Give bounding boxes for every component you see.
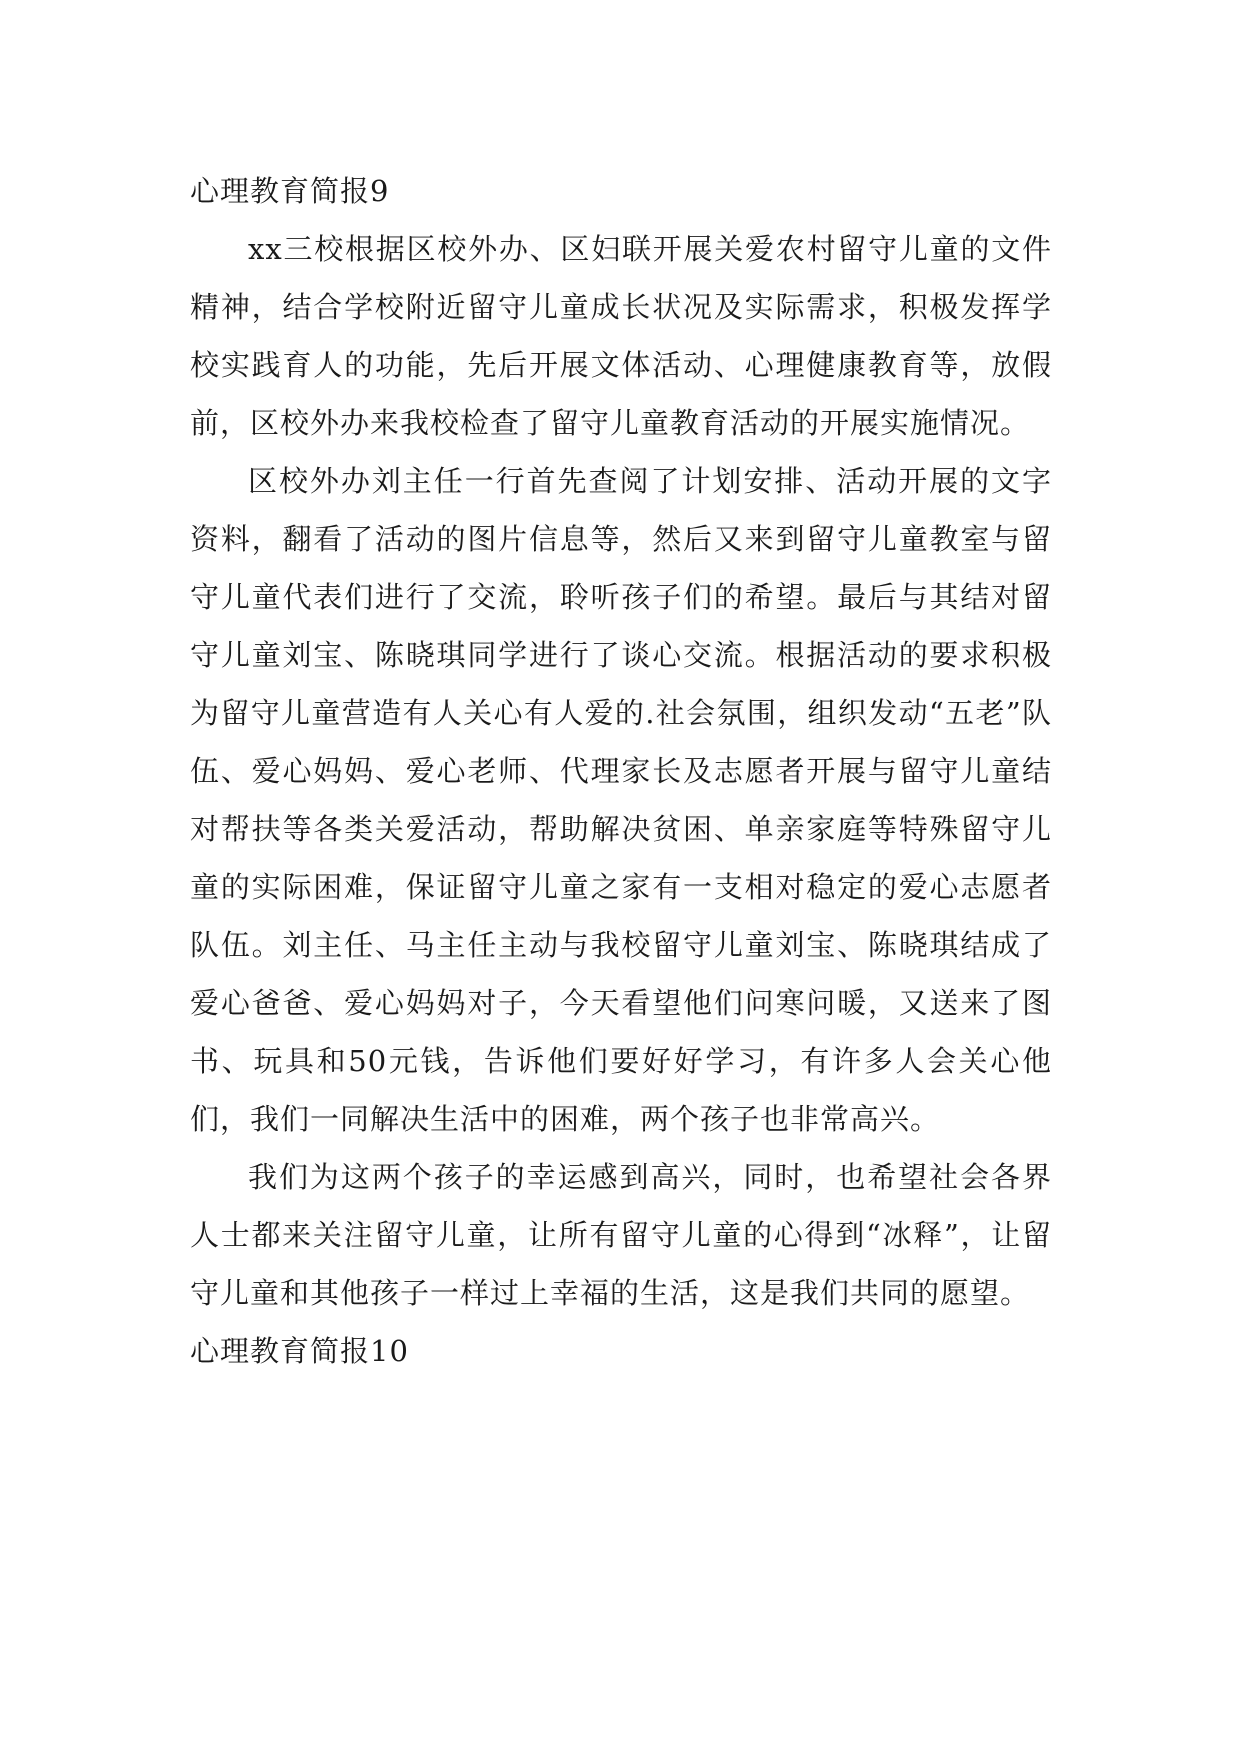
section-heading-9: 心理教育简报9 bbox=[190, 174, 390, 208]
document-body bbox=[190, 162, 1052, 1380]
paragraph-2: 区校外办刘主任一行首先查阅了计划安排、活动开展的文字资料，翻看了活动的图片信息等，然后又来到留守儿童教室与留守儿童代表们进行了交流，聆听孩子们的希望。最后与其结对留守儿童刘宝、陈晓琪同学进行了谈心交流。根据活动的要求积极为留守儿童营造有人关心有人爱的.社会氛围，组织发动“五老”队伍、爱心妈妈、爱心老师、代理家长及志愿者开展与留守儿童结对帮扶等各类关爱活动，帮助解决贫困、单亲家庭等特殊留守儿童的实际困难，保证留守儿童之家有一支相对稳定的爱心志愿者队伍。刘主任、马主任主动与我校留守儿童刘宝、陈晓琪结成了爱心爸爸、爱心妈妈对子，今天看望他们问寒问暖，又送来了图书、玩具和50元钱，告诉他们要好好学习，有许多人会关心他们，我们一同解决生活中的困难，两个孩子也非常高兴。 bbox=[190, 464, 1052, 1136]
paragraph-3: 我们为这两个孩子的幸运感到高兴，同时，也希望社会各界人士都来关注留守儿童，让所有留守儿童的心得到“冰释”，让留守儿童和其他孩子一样过上幸福的生活，这是我们共同的愿望。 bbox=[190, 1160, 1052, 1310]
section-heading-10: 心理教育简报10 bbox=[190, 1334, 409, 1368]
paragraph-1: xx三校根据区校外办、区妇联开展关爱农村留守儿童的文件精神，结合学校附近留守儿童成长状况及实际需求，积极发挥学校实践育人的功能，先后开展文体活动、心理健康教育等，放假前，区校外办来我校检查了留守儿童教育活动的开展实施情况。 bbox=[190, 232, 1052, 440]
